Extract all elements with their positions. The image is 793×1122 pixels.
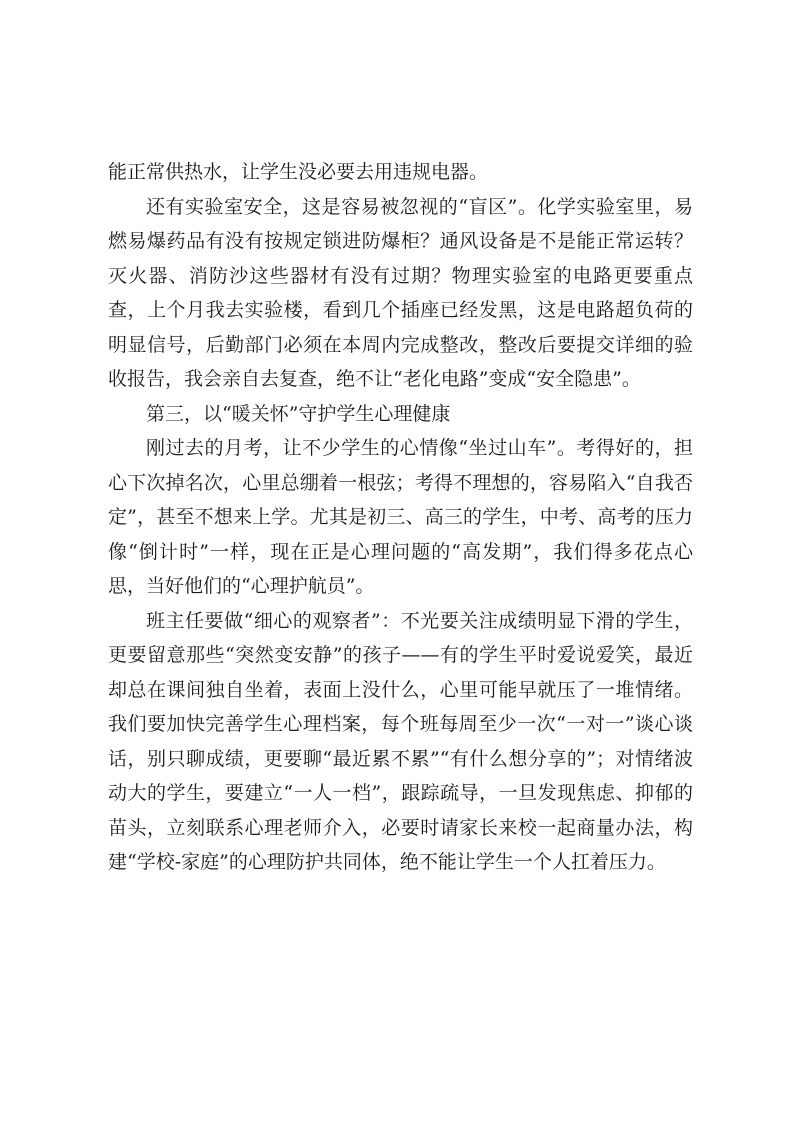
section-heading-3: 第三，以“暖关怀”守护学生心理健康 xyxy=(146,402,451,425)
paragraph-4: 刚过去的月考，让不少学生的心情像“坐过山车”。考得好的，担心下次掉名次，心里总绷着一根弦；考得不理想的，容易陷入“自我否定”，甚至不想来上学。尤其是初三、高三的学生，中考、高考的压力像“倒计时”一样，现在正是心理问题的“高发期”，我们得多花点心思，当好他们的“心理护航员”。 xyxy=(108,437,693,597)
paragraph-2: 还有实验室安全，这是容易被忽视的“盲区”。化学实验室里，易燃易爆药品有没有按规定锁进防爆柜？通风设备是不是能正常运转？灭火器、消防沙这些器材有没有过期？物理实验室的电路更要重点查，上个月我去实验楼，看到几个插座已经发黑，这是电路超负荷的明显信号，后勤部门必须在本周内完成整改，整改后要提交详细的验收报告，我会亲自去复查，绝不让“老化电路”变成“安全隐患”。 xyxy=(108,195,693,390)
paragraph-5: 班主任要做“细心的观察者”：不光要关注成绩明显下滑的学生，更要留意那些“突然变安静”的孩子——有的学生平时爱说爱笑，最近却总在课间独自坐着，表面上没什么，心里可能早就压了一堆情绪。我们要加快完善学生心理档案，每个班每周至少一次“一对一”谈心谈话，别只聊成绩，更要聊“最近累不累”“有什么想分享的”；对情绪波动大的学生，要建立“一人一档”，跟踪疏导，一旦发现焦虑、抑郁的苗头，立刻联系心理老师介入，必要时请家长来校一起商量办法，构建“学校-家庭”的心理防护共同体，绝不能让学生一个人扛着压力。 xyxy=(108,609,693,873)
document-body xyxy=(108,155,693,880)
paragraph-1: 能正常供热水，让学生没必要去用违规电器。 xyxy=(108,161,489,183)
